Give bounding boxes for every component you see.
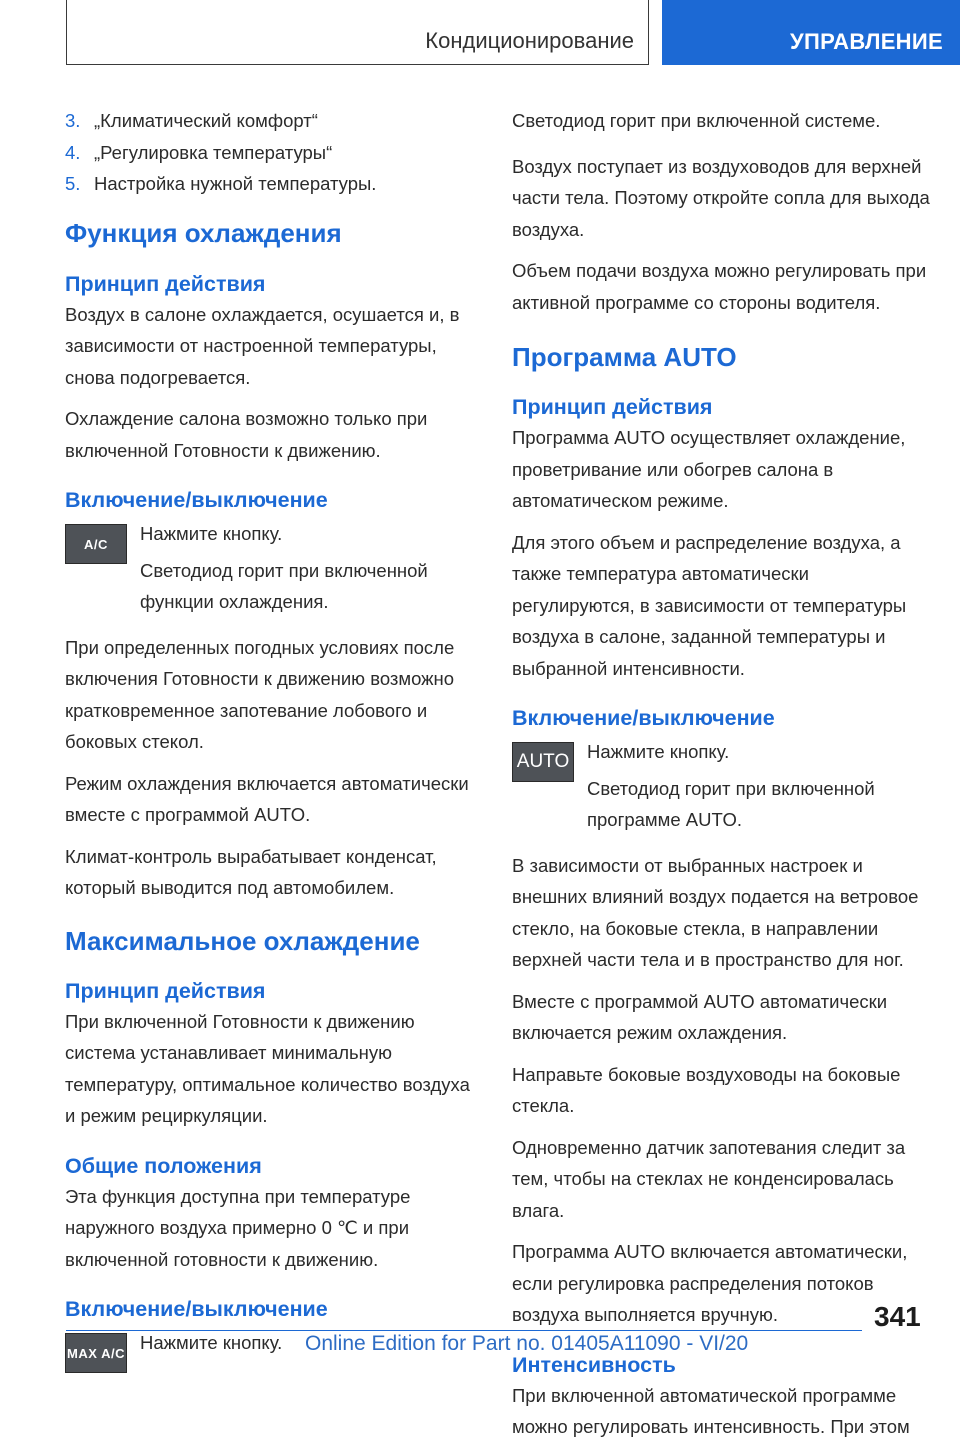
intensity-p1: При включенной автоматической программе можно регулировать интенсивность. При этом	[512, 1384, 910, 1437]
right-volume-text: Объем подачи воздуха можно регулировать при активной программе со стороны водителя.	[512, 260, 927, 313]
max-press-text: Нажмите кнопку.	[140, 1332, 283, 1353]
max-p2: Эта функция доступна при температуре наружного воздуха примерно 0 ℃ и при включенной готовности к движению.	[65, 1185, 411, 1270]
auto-p7: Программа AUTO включается автоматически, если регулировка распределения потоков воздуха выполняется вручную.	[512, 1241, 908, 1325]
list-number: 3.	[65, 110, 81, 131]
max-cooling-heading: Максимальное охлаждение	[65, 925, 420, 956]
max-p1: При включенной Готовности к движению система устанавливает минимальную температуру, оптимальное количество воздуха и режим рециркуляции.	[65, 1010, 470, 1126]
header-chapter-title: УПРАВЛЕНИЕ	[790, 29, 943, 54]
ac-led-wrap	[65, 555, 483, 618]
ac-press-text: Нажмите кнопку.	[140, 523, 283, 544]
auto-button-icon: AUTO	[512, 742, 574, 782]
cooling-p4: Режим охлаждения включается автоматически вместе с программой AUTO.	[65, 772, 469, 825]
footer-edition-link[interactable]: Online Edition for Part no. 01405A11090 - VI/20	[305, 1332, 749, 1355]
cooling-p1: Воздух в салоне охлаждается, осушается и, в зависимости от настроенной температуры, снова подогревается.	[65, 303, 460, 388]
right-column	[512, 105, 932, 1443]
auto-principle-heading: Принцип действия	[512, 395, 713, 419]
cooling-onoff-heading: Включение/выключение	[65, 488, 328, 512]
auto-p6: Одновременно датчик запотевания следит за тем, чтобы на стеклах не конденсировалась влага.	[512, 1136, 906, 1221]
max-onoff-heading: Включение/выключение	[65, 1297, 328, 1321]
right-air-text: Воздух поступает из воздуховодов для верхней части тела. Поэтому откройте сопла для выхода воздуха.	[512, 155, 930, 240]
list-text: Настройка нужной температуры.	[94, 173, 377, 194]
header-section-box	[66, 0, 649, 65]
auto-button-block	[512, 736, 932, 836]
max-principle-heading: Принцип действия	[65, 978, 266, 1003]
footer-divider	[66, 1330, 862, 1331]
auto-led-text: Светодиод горит при включенной программе AUTO.	[587, 777, 875, 830]
right-led-text: Светодиод горит при включенной системе.	[512, 110, 881, 131]
auto-heading: Программа AUTO	[512, 342, 737, 372]
auto-p4: Вместе с программой AUTO автоматически включается режим охлаждения.	[512, 990, 888, 1043]
page-number: 341	[874, 1301, 921, 1332]
list-number: 4.	[65, 141, 81, 163]
max-ac-button-icon: MAX A/C	[65, 1333, 127, 1373]
list-text: „Регулировка температуры“	[94, 141, 333, 163]
cooling-p5: Климат-контроль вырабатывает конденсат, который выводится под автомобилем.	[65, 845, 437, 898]
auto-p5: Направьте боковые воздуховоды на боковые стекла.	[512, 1063, 901, 1116]
list-item	[65, 137, 483, 169]
auto-p1: Программа AUTO осуществляет охлаждение, проветривание или обогрев салона в автоматическом режиме.	[512, 427, 906, 511]
list-number: 5.	[65, 173, 81, 194]
intensity-heading: Интенсивность	[512, 1352, 676, 1377]
auto-p2: Для этого объем и распределение воздуха, а также температура автоматически регулируются, в зависимости от температуры воздуха в салоне, заданной температуры и выбранной интенсивности.	[512, 531, 907, 679]
header-section-title: Кондиционирование	[425, 28, 634, 53]
auto-led-wrap	[512, 773, 932, 836]
list-item	[65, 168, 483, 200]
auto-press-text: Нажмите кнопку.	[587, 741, 730, 762]
ac-button-block	[65, 518, 483, 618]
max-general-heading: Общие положения	[65, 1153, 262, 1178]
ac-led-text: Светодиод горит при включенной функции охлаждения.	[140, 559, 428, 612]
list-item	[65, 105, 483, 137]
cooling-principle-heading: Принцип действия	[65, 271, 266, 296]
auto-onoff-heading: Включение/выключение	[512, 706, 775, 730]
ac-button-icon: A/C	[65, 524, 127, 564]
header-chapter-tab	[662, 0, 960, 65]
cooling-p2: Охлаждение салона возможно только при включенной Готовности к движению.	[65, 408, 428, 461]
auto-p3: В зависимости от выбранных настроек и внешних влияний воздух подается на ветровое стекло, на боковые стекла, в направлении верхней части тела и в пространство для ног.	[512, 854, 919, 970]
list-text: „Климатический комфорт“	[94, 110, 318, 131]
cooling-p3: При определенных погодных условиях после включения Готовности к движению возможно кратковременное запотевание лобового и боковых стекол.	[65, 636, 455, 752]
left-column	[65, 105, 483, 1391]
cooling-heading: Функция охлаждения	[65, 217, 342, 248]
